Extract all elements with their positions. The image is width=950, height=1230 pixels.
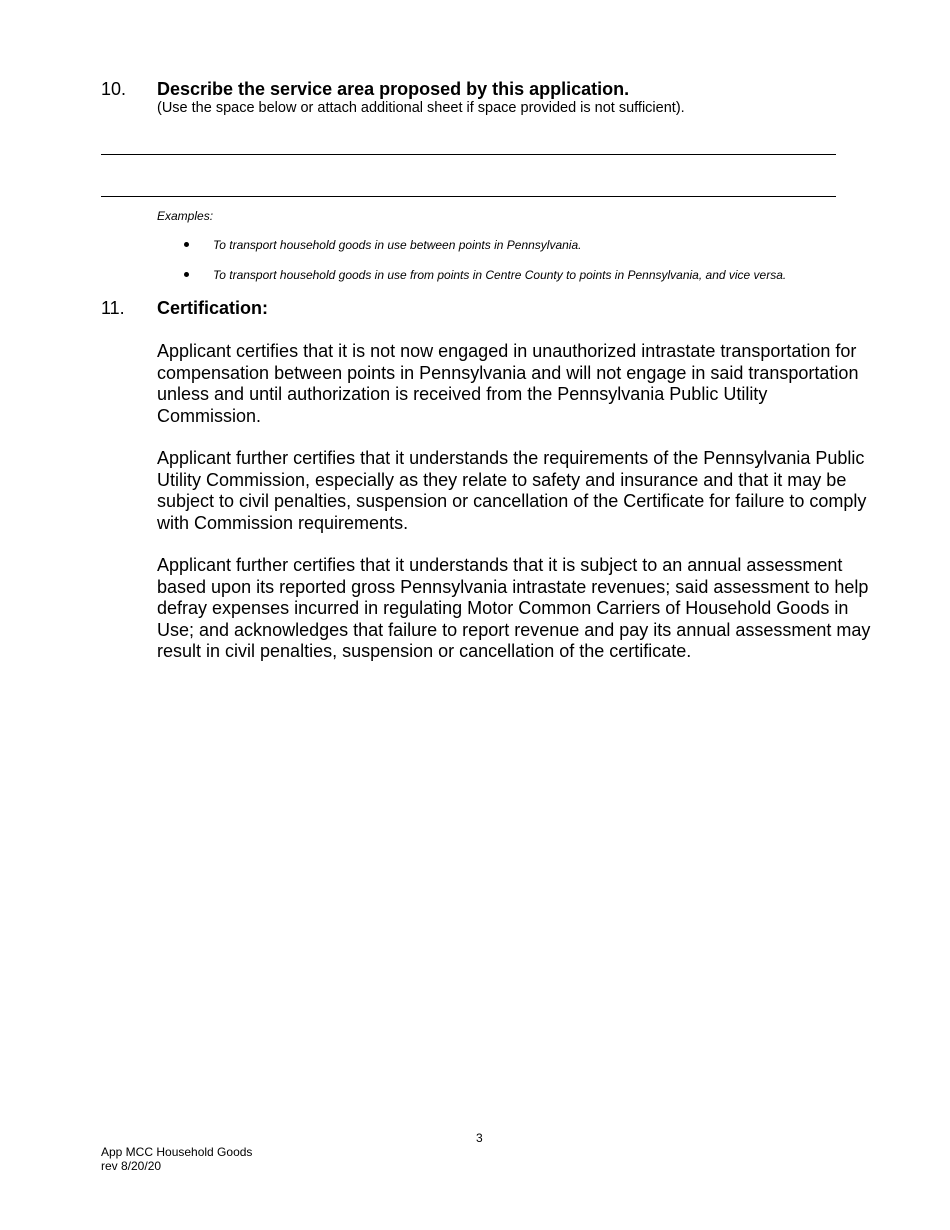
section-10-number: 10. — [101, 79, 127, 99]
service-area-answer-line-1[interactable] — [101, 154, 836, 155]
bullet-icon — [184, 272, 189, 277]
certification-paragraph-3: Applicant further certifies that it understands that it is subject to an annual assessment based upon its reported gross Pennsylvania intrastate revenues; said assessment to help defray expenses incurred in regulating Motor Common Carriers of Household Goods in Use; and acknowledges that failure to report revenue and pay its annual assessment may result in civil penalties, suspension or cancellation of the certificate. — [157, 555, 871, 661]
certification-paragraph-2: Applicant further certifies that it understands the requirements of the Pennsylvania Public Utility Commission, especially as they relate to safety and insurance and that it may be subject to civil penalties, suspension or cancellation of the Certificate for failure to comply with Commission requirements. — [157, 448, 867, 533]
service-area-answer-line-2[interactable] — [101, 196, 836, 197]
section-10-instruction: (Use the space below or attach additional sheet if space provided is not sufficient). — [157, 100, 685, 116]
bullet-icon — [184, 242, 189, 247]
revision-date: rev 8/20/20 — [101, 1159, 162, 1173]
certification-paragraph-1: Applicant certifies that it is not now engaged in unauthorized intrastate transportation for compensation between points in Pennsylvania and will not engage in said transportation unless and until authorization is received from the Pennsylvania Public Utility Commission. — [157, 341, 859, 426]
footer — [101, 1145, 252, 1173]
example-text: To transport household goods in use between points in Pennsylvania. — [213, 238, 582, 252]
examples-label: Examples: — [157, 209, 214, 223]
section-11-number: 11. — [101, 298, 125, 318]
section-10-heading: Describe the service area proposed by this application. — [157, 79, 630, 99]
section-11-heading: Certification: — [157, 298, 269, 318]
page-number: 3 — [476, 1131, 483, 1145]
list-item — [157, 268, 786, 298]
form-name: App MCC Household Goods — [101, 1145, 253, 1159]
list-item — [157, 238, 786, 268]
examples-list — [157, 238, 786, 298]
example-text: To transport household goods in use from points in Centre County to points in Pennsylvania, and vice versa. — [213, 268, 787, 282]
